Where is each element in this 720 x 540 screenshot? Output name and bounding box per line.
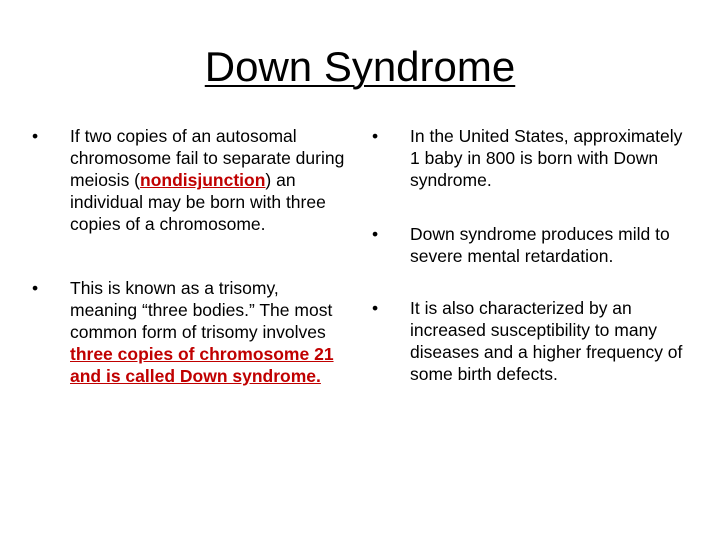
bullet-trisomy <box>30 277 350 387</box>
bullet-us-rate: • In the United States, approximately 1 baby in 800 is born with Down syndrome. <box>370 125 690 191</box>
right-bullet-list <box>370 125 690 385</box>
left-bullet-list <box>30 125 350 387</box>
nondisjunction-term: nondisjunction <box>140 170 266 190</box>
bullet1-text-after: ) an individual may be born with three copies of a chromosome. <box>70 170 326 234</box>
bullet-susceptibility: • It is also characterized by an increased susceptibility to many diseases and a higher frequency of some birth defects. <box>370 297 690 385</box>
slide-title: Down Syndrome <box>204 43 516 90</box>
bullet1-text-before: If two copies of an autosomal chromosome fail to separate during meiosis ( <box>70 126 345 190</box>
chromosome-21-highlight: three copies of chromosome 21 and is called Down syndrome. <box>70 344 334 386</box>
bullet-nondisjunction <box>30 125 350 235</box>
bullet2-text-before: This is known as a trisomy, meaning “three bodies.” The most common form of trisomy involves <box>70 278 333 342</box>
bullet-mental-retardation: • Down syndrome produces mild to severe mental retardation. <box>370 223 690 267</box>
